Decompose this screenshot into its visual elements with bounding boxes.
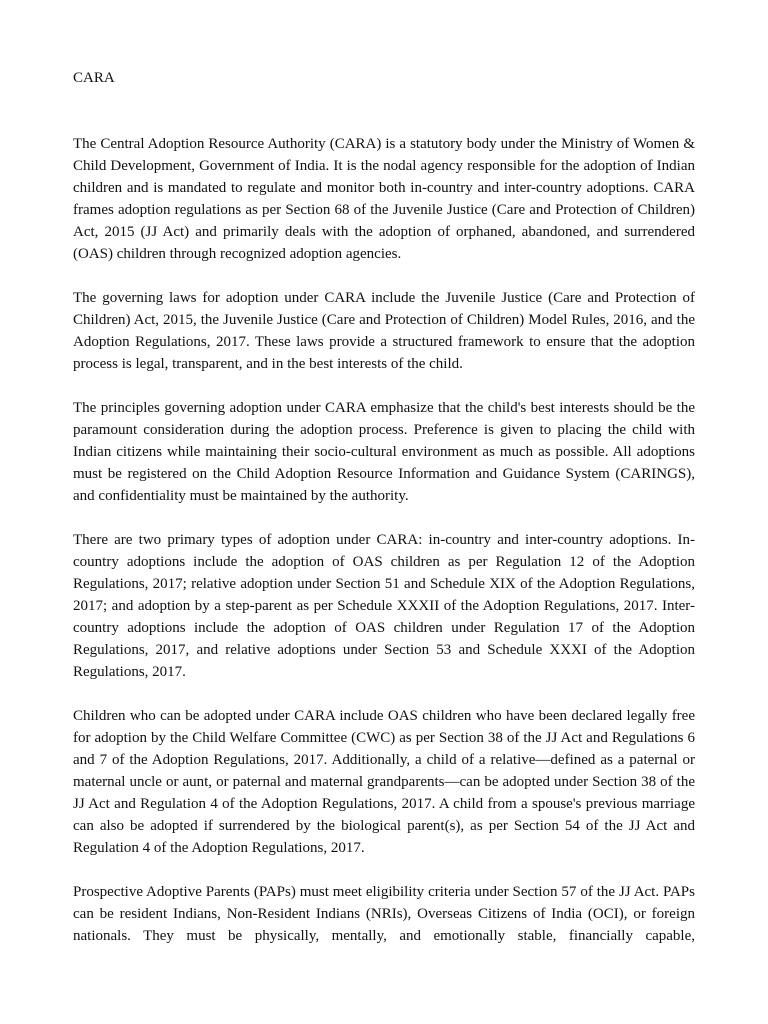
paragraph-eligible-children: Children who can be adopted under CARA include OAS children who have been declared legally free for adoption by the Child Welfare Committee (CWC) as per Section 38 of the JJ Act and Regulations 6 and 7 of the Adoption Regulations, 2017. Additionally, a child of a relative—defined as a paternal or maternal uncle or aunt, or paternal and maternal grandparents—can be adopted under Section 38 of the JJ Act and Regulation 4 of the Adoption Regulations, 2017. A child from a spouse's previous marriage can also be adopted if surrendered by the biological parent(s), as per Section 54 of the JJ Act and Regulation 4 of the Adoption Regulations, 2017. bbox=[73, 708, 695, 856]
paragraph-pap-eligibility: Prospective Adoptive Parents (PAPs) must meet eligibility criteria under Section 57 of the JJ Act. PAPs can be resident Indians, Non-Resident Indians (NRIs), Overseas Citizens of India (OCI), or foreign nationals. They must be physically, mentally, and emotionally stable, financially capable, bbox=[73, 884, 695, 944]
paragraph-principles: The principles governing adoption under CARA emphasize that the child's best interests should be the paramount consideration during the adoption process. Preference is given to placing the child with Indian citizens while maintaining their socio-cultural environment as much as possible. All adoptions must be registered on the Child Adoption Resource Information and Guidance System (CARINGS), and confidentiality must be maintained by the authority. bbox=[73, 400, 695, 504]
paragraph-governing-laws: The governing laws for adoption under CARA include the Juvenile Justice (Care and Protection of Children) Act, 2015, the Juvenile Justice (Care and Protection of Children) Model Rules, 2016, and the Adoption Regulations, 2017. These laws provide a structured framework to ensure that the adoption process is legal, transparent, and in the best interests of the child. bbox=[73, 290, 695, 372]
document-page bbox=[73, 67, 695, 969]
paragraph-cara-overview: The Central Adoption Resource Authority (CARA) is a statutory body under the Ministry of Women & Child Development, Government of India. It is the nodal agency responsible for the adoption of Indian children and is mandated to regulate and monitor both in-country and inter-country adoptions. CARA frames adoption regulations as per Section 68 of the Juvenile Justice (Care and Protection of Children) Act, 2015 (JJ Act) and primarily deals with the adoption of orphaned, abandoned, and surrendered (OAS) children through recognized adoption agencies. bbox=[73, 136, 695, 262]
paragraph-adoption-types: There are two primary types of adoption under CARA: in-country and inter-country adoptions. In-country adoptions include the adoption of OAS children as per Regulation 12 of the Adoption Regulations, 2017; relative adoption under Section 51 and Schedule XIX of the Adoption Regulations, 2017; and adoption by a step-parent as per Schedule XXXII of the Adoption Regulations, 2017. Inter-country adoptions include the adoption of OAS children under Regulation 17 of the Adoption Regulations, 2017, and relative adoptions under Section 53 and Schedule XXXI of the Adoption Regulations, 2017. bbox=[73, 532, 695, 680]
document-title: CARA bbox=[73, 70, 115, 86]
